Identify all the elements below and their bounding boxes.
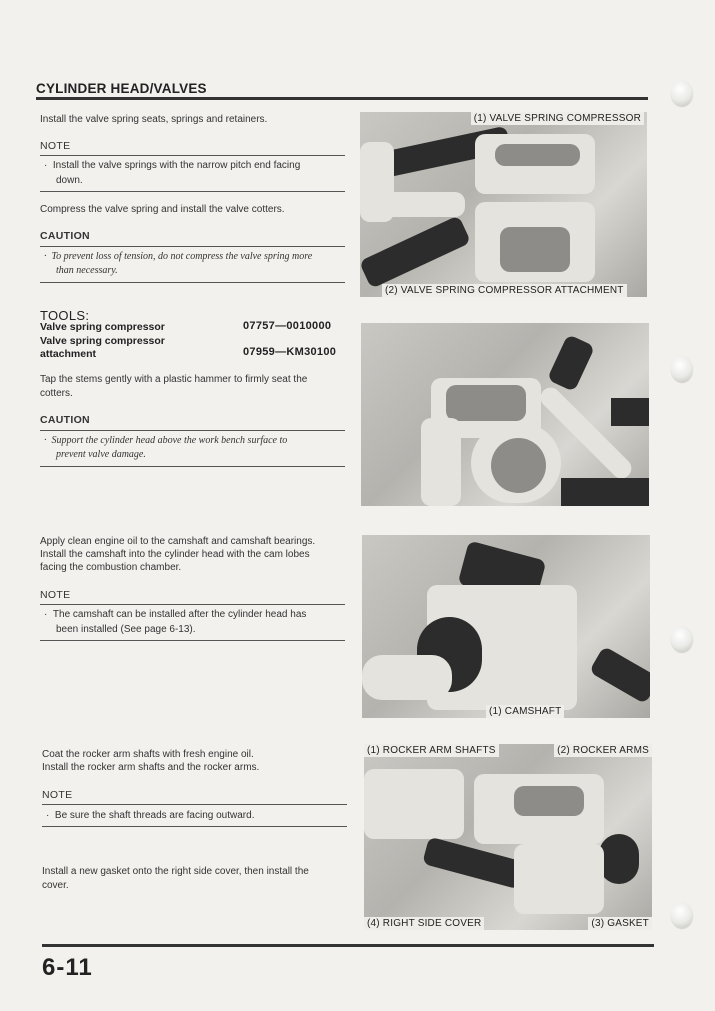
caution-rule-bottom	[40, 282, 345, 283]
tool-name: Valve spring compressor	[40, 335, 165, 347]
step-text: Install the camshaft into the cylinder head with the cam lobes	[40, 549, 310, 560]
step-text: Coat the rocker arm shafts with fresh engine oil.	[42, 749, 254, 760]
note-label: NOTE	[40, 589, 71, 601]
figure-camshaft	[362, 535, 650, 718]
figure-caption: (1) CAMSHAFT	[486, 705, 564, 718]
figure-rocker-arms	[364, 744, 652, 930]
note-body: · Be sure the shaft threads are facing outward.	[46, 810, 255, 821]
section-title: CYLINDER HEAD/VALVES	[36, 81, 207, 96]
figure-caption: (3) GASKET	[588, 917, 652, 930]
binder-hole-icon	[671, 626, 693, 652]
step-text: Apply clean engine oil to the camshaft and camshaft bearings.	[40, 536, 316, 547]
binder-hole-icon	[671, 80, 693, 106]
tool-name: Valve spring compressor	[40, 321, 165, 333]
caution-body: · To prevent loss of tension, do not compress the valve spring more than necessary.	[44, 251, 313, 276]
caution-label: CAUTION	[40, 414, 90, 426]
tool-part-number: 07757—0010000	[243, 320, 332, 332]
step-text: Compress the valve spring and install the valve cotters.	[40, 204, 285, 215]
note-rule-bottom	[40, 191, 345, 192]
note-rule-bottom	[40, 640, 345, 641]
note-rule-top	[40, 604, 345, 605]
note-body: · The camshaft can be installed after the cylinder head has been installed (See page 6-13).	[44, 609, 307, 635]
step-text: Install the valve spring seats, springs and retainers.	[40, 114, 268, 125]
binder-hole-icon	[671, 356, 693, 382]
step-text: Tap the stems gently with a plastic hammer to firmly seat the	[40, 374, 308, 385]
figure-caption: (2) VALVE SPRING COMPRESSOR ATTACHMENT	[382, 284, 627, 297]
figure-caption: (4) RIGHT SIDE COVER	[364, 917, 484, 930]
tools-heading: TOOLS:	[40, 308, 90, 323]
caution-rule-top	[40, 430, 345, 431]
step-text: cotters.	[40, 388, 73, 399]
figure-seat-cotters	[361, 323, 649, 506]
caution-label: CAUTION	[40, 230, 90, 242]
note-rule-bottom	[42, 826, 347, 827]
figure-caption: (1) VALVE SPRING COMPRESSOR	[471, 112, 644, 125]
caution-rule-bottom	[40, 466, 345, 467]
binder-hole-icon	[671, 902, 693, 928]
tool-name-cont: attachment	[40, 348, 97, 360]
page-number: 6-11	[42, 954, 93, 981]
footer-rule	[42, 944, 654, 947]
header-rule	[36, 97, 648, 100]
note-rule-top	[42, 804, 347, 805]
note-label: NOTE	[40, 140, 71, 152]
step-text: Install a new gasket onto the right side cover, then install the	[42, 866, 309, 877]
note-body: · Install the valve springs with the narrow pitch end facing down.	[44, 160, 301, 186]
figure-caption: (2) ROCKER ARMS	[554, 744, 652, 757]
step-text: cover.	[42, 880, 69, 891]
caution-rule-top	[40, 246, 345, 247]
tool-part-number: 07959—KM30100	[243, 346, 337, 358]
figure-valve-spring-compressor	[360, 112, 647, 297]
figure-caption: (1) ROCKER ARM SHAFTS	[364, 744, 499, 757]
caution-body: · Support the cylinder head above the work bench surface to prevent valve damage.	[44, 435, 288, 460]
note-rule-top	[40, 155, 345, 156]
note-label: NOTE	[42, 789, 73, 801]
step-text: Install the rocker arm shafts and the rocker arms.	[42, 762, 260, 773]
step-text: facing the combustion chamber.	[40, 562, 182, 573]
